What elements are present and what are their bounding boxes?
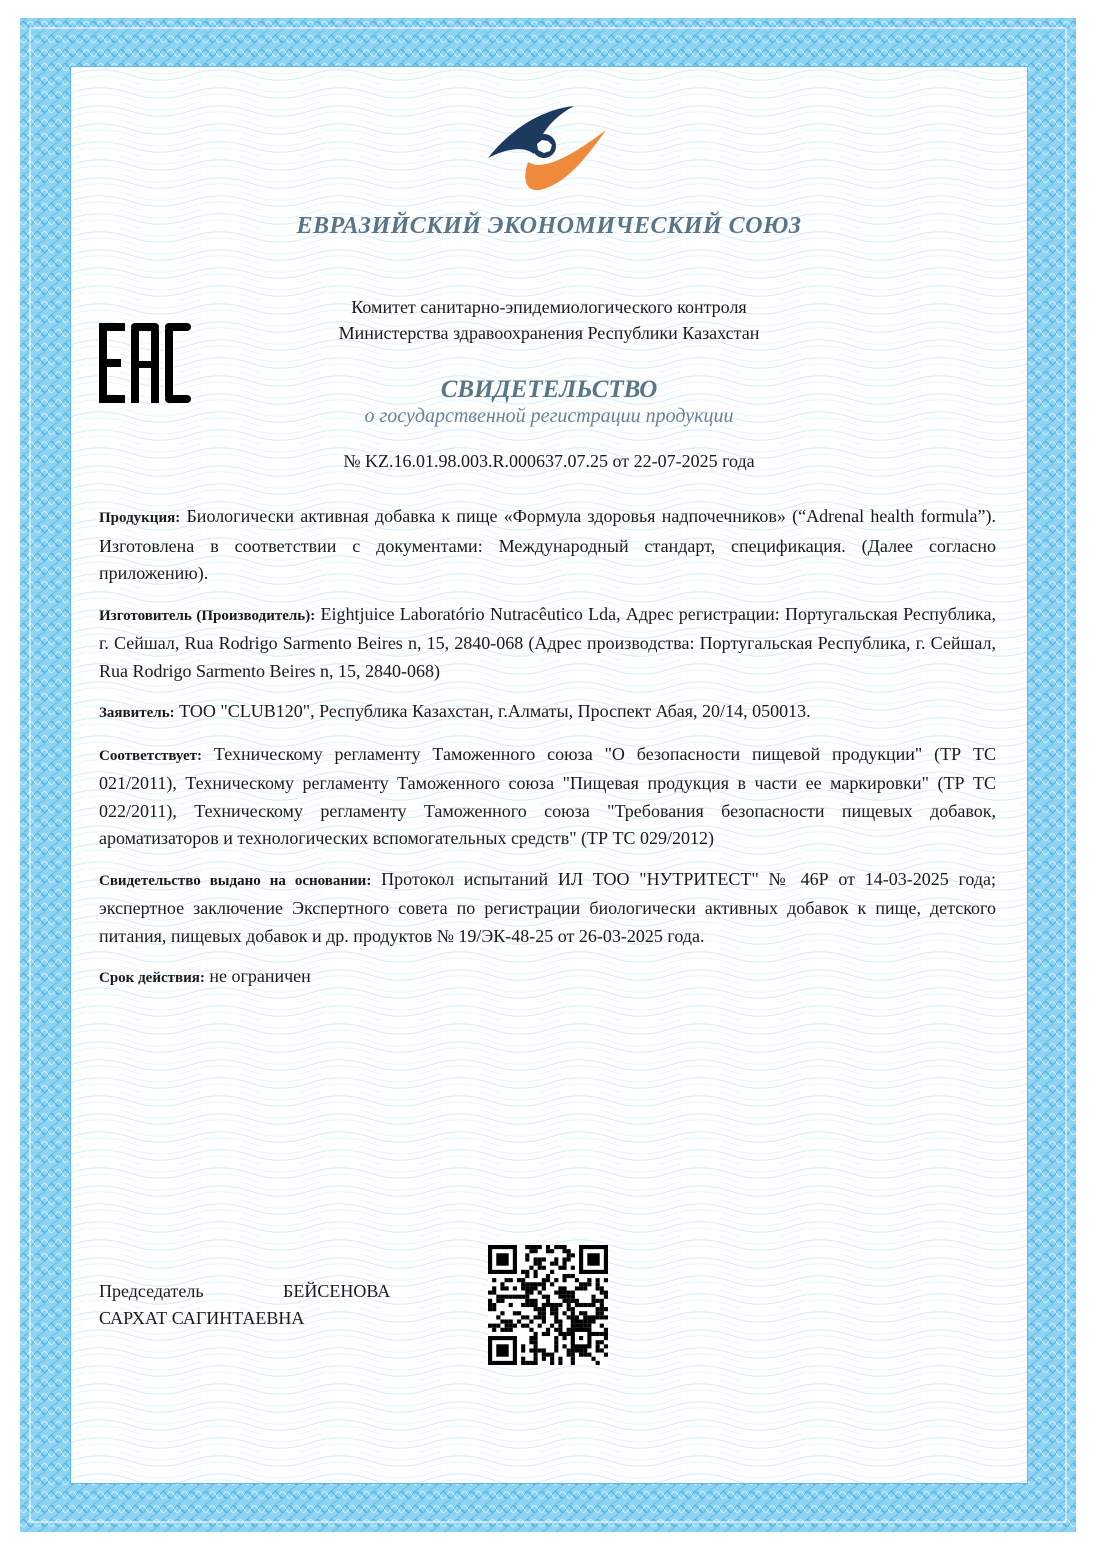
basis-section — [99, 866, 996, 951]
product-text: Биологически активная добавка к пище «Формула здоровья надпочечников» (“Adrenal health formula”). Изготовлена в соответствии с документами: Международный стандарт, спецификация. (Далее согласно приложению). — [99, 506, 997, 583]
committee-line-1: Комитет санитарно-эпидемиологического контроля — [351, 297, 747, 317]
compliance-label: Соответствует: — [99, 747, 202, 764]
signatory-given-names: САРХАТ САГИНТАЕВНА — [99, 1308, 305, 1328]
applicant-text: ТОО "CLUB120", Республика Казахстан, г.Алматы, Проспект Абая, 20/14, 050013. — [179, 701, 811, 721]
certificate-subtitle: о государственной регистрации продукции — [364, 405, 734, 427]
product-section — [99, 503, 996, 588]
validity-text: не ограничен — [209, 966, 311, 986]
union-title: ЕВРАЗИЙСКИЙ ЭКОНОМИЧЕСКИЙ СОЮЗ — [296, 213, 802, 239]
certificate-number: № KZ.16.01.98.003.R.000637.07.25 от 22-07-2025 года — [343, 451, 755, 471]
basis-label: Свидетельство выдано на основании: — [99, 872, 372, 889]
qr-code[interactable] — [488, 1245, 608, 1365]
applicant-section — [99, 698, 996, 728]
manufacturer-section — [99, 601, 996, 686]
signatory-surname: БЕЙСЕНОВА — [283, 1281, 391, 1301]
signature-block — [99, 1278, 419, 1332]
product-label: Продукция: — [99, 510, 181, 526]
committee-line-2: Министерства здравоохранения Республики Казахстан — [338, 323, 760, 343]
manufacturer-text: Eightjuice Laboratório Nutracêutico Lda, Адрес регистрации: Португальская Республика, г. Сейшал, Rua Rodrigo Sarmento Beires n, 15, 2840-068 (Адрес производства: Португальская Республика, г. Сейшал, Rua Rodrigo Sarmento Beires n, 15, 2840-068) — [99, 603, 996, 681]
compliance-section — [99, 741, 996, 853]
certificate-title: СВИДЕТЕЛЬСТВО — [440, 376, 658, 403]
signatory-role: Председатель — [99, 1281, 204, 1301]
compliance-text: Техническому регламенту Таможенного союза "О безопасности пищевой продукции" (ТР ТС 021/2011), Техническому регламенту Таможенного союза "Пищевая продукция в части ее маркировки" (ТР ТС 022/2011), Техническому регламенту Таможенного союза "Требования безопасности пищевых добавок, ароматизаторов и технологических вспомогательных средств" (ТР ТС 029/2012) — [99, 743, 997, 848]
issuing-committee — [0, 294, 1098, 346]
basis-text: Протокол испытаний ИЛ ТОО "НУТРИТЕСТ" № 46Р от 14-03-2025 года; экспертное заключение Экспертного совета по регистрации биологически активных добавок к пище, детского питания, пищевых добавок и др. продуктов № 19/ЭК-48-25 от 26-03-2025 года. — [99, 868, 997, 946]
manufacturer-label: Изготовитель (Производитель): — [99, 607, 316, 624]
certificate-body — [99, 503, 996, 1006]
validity-label: Срок действия: — [99, 970, 205, 986]
eaeu-emblem — [482, 100, 612, 196]
validity-section — [99, 963, 996, 993]
applicant-label: Заявитель: — [99, 705, 175, 721]
